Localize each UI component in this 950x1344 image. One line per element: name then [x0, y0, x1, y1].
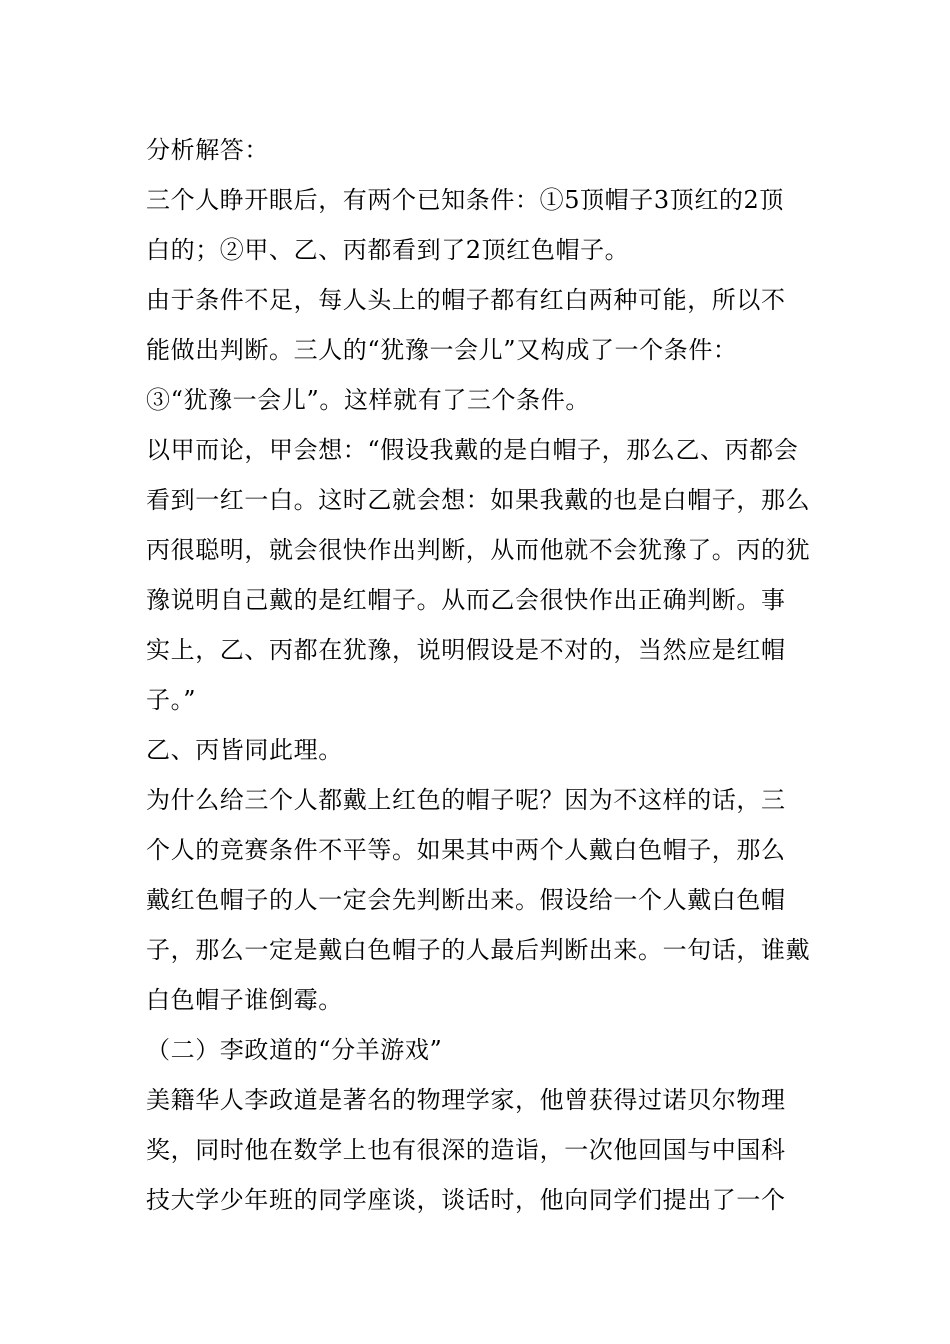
text-line: 由于条件不足，每人头上的帽子都有红白两种可能，所以不	[146, 286, 786, 314]
text-line: 美籍华人李政道是著名的物理学家，他曾获得过诺贝尔物理	[146, 1086, 786, 1114]
text-line: 豫说明自己戴的是红帽子。从而乙会很快作出正确判断。事	[146, 586, 786, 614]
text-line: 能做出判断。三人的“犹豫一会儿”又构成了一个条件：	[146, 336, 738, 364]
text-line: 看到一红一白。这时乙就会想：如果我戴的也是白帽子，那么	[146, 486, 811, 514]
text-line: 分析解答：	[146, 136, 269, 164]
section-heading: （二）李政道的“分羊游戏”	[146, 1036, 443, 1064]
text-line: 子，那么一定是戴白色帽子的人最后判断出来。一句话，谁戴	[146, 936, 811, 964]
text-line: ③“犹豫一会儿”。这样就有了三个条件。	[146, 386, 590, 414]
text-line: 白色帽子谁倒霉。	[146, 986, 343, 1014]
text-line: 乙、丙皆同此理。	[146, 736, 343, 764]
text-line: 丙很聪明，就会很快作出判断，从而他就不会犹豫了。丙的犹	[146, 536, 811, 564]
text-line: 奖，同时他在数学上也有很深的造诣，一次他回国与中国科	[146, 1136, 786, 1164]
text-line: 技大学少年班的同学座谈，谈话时，他向同学们提出了一个	[146, 1186, 786, 1214]
text-line: 子。”	[146, 686, 197, 714]
text-line: 白的；②甲、乙、丙都看到了2顶红色帽子。	[146, 236, 630, 264]
text-line: 戴红色帽子的人一定会先判断出来。假设给一个人戴白色帽	[146, 886, 786, 914]
text-line: 以甲而论，甲会想：“假设我戴的是白帽子，那么乙、丙都会	[146, 436, 799, 464]
text-line: 实上，乙、丙都在犹豫，说明假设是不对的，当然应是红帽	[146, 636, 786, 664]
text-line: 个人的竞赛条件不平等。如果其中两个人戴白色帽子，那么	[146, 836, 786, 864]
text-line: 为什么给三个人都戴上红色的帽子呢？因为不这样的话，三	[146, 786, 786, 814]
text-line: 三个人睁开眼后，有两个已知条件：①5顶帽子3顶红的2顶	[146, 186, 785, 214]
